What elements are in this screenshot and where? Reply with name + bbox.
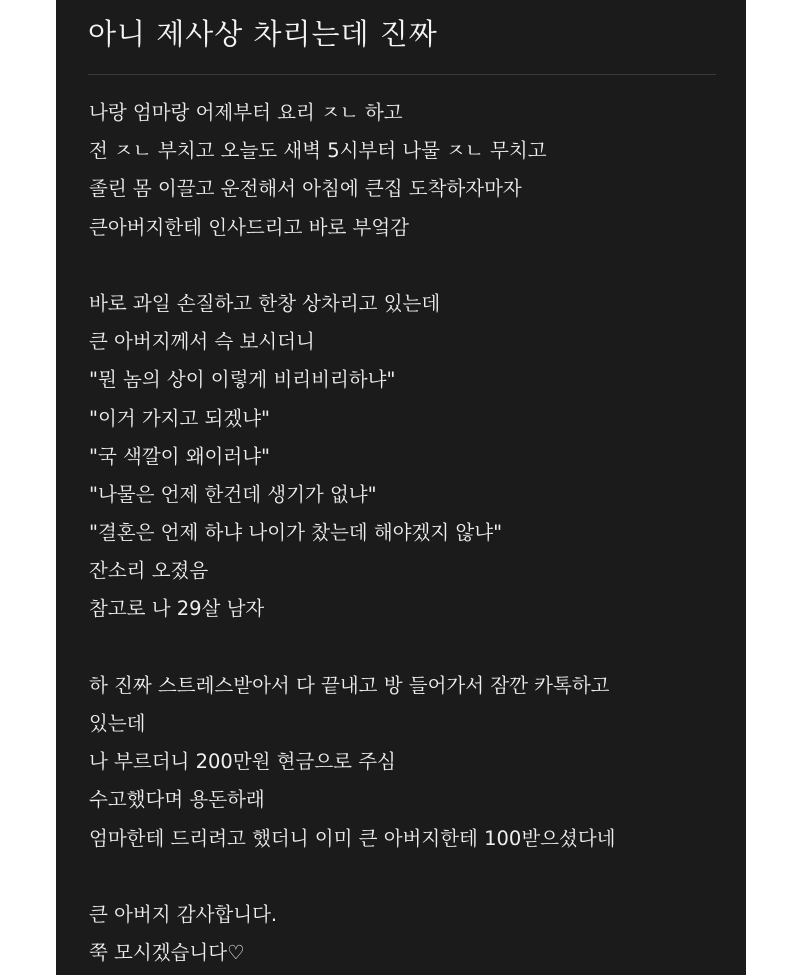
paragraph-gap <box>89 247 729 285</box>
body-line: "나물은 언제 한건데 생기가 없냐" <box>89 482 377 506</box>
post-panel <box>56 0 746 975</box>
body-line: 쭉 모시겠습니다♡ <box>89 941 245 965</box>
body-line: 나 부르더니 200만원 현금으로 주심 <box>89 750 396 774</box>
body-line: "이거 가지고 되겠냐" <box>89 406 271 430</box>
body-line: "결혼은 언제 하냐 나이가 찼는데 해야겠지 않냐" <box>89 521 503 545</box>
body-line: 참고로 나 29살 남자 <box>89 597 265 621</box>
body-line: 엄마한테 드리려고 했더니 이미 큰 아버지한테 100받으셨다네 <box>89 826 616 850</box>
body-line: "국 색깔이 왜이러냐" <box>89 444 271 468</box>
body-line: 나랑 엄마랑 어제부터 요리 ㅈㄴ 하고 <box>89 101 403 124</box>
body-line: 큰아버지한테 인사드리고 바로 부엌감 <box>89 215 409 239</box>
body-line: 졸린 몸 이끌고 운전해서 아침에 큰집 도착하자마자 <box>89 177 522 201</box>
body-line: 잔소리 오졌음 <box>89 559 209 583</box>
body-line: 바로 과일 손질하고 한창 상차리고 있는데 <box>89 291 441 315</box>
body-line: 큰 아버지께서 슥 보시더니 <box>89 330 315 354</box>
post-title: 아니 제사상 차리는데 진짜 <box>88 17 438 51</box>
title-divider <box>88 74 716 75</box>
body-line: 있는데 <box>89 712 146 735</box>
body-line: 수고했다며 용돈하래 <box>89 788 265 812</box>
body-line: 큰 아버지 감사합니다. <box>89 902 278 926</box>
body-line: 하 진짜 스트레스받아서 다 끝내고 방 들어가서 잠깐 카톡하고 <box>89 673 610 697</box>
body-line: 전 ㅈㄴ 부치고 오늘도 새벽 5시부터 나물 ㅈㄴ 무치고 <box>89 139 547 163</box>
paragraph-gap <box>89 858 729 896</box>
paragraph-gap <box>89 629 729 667</box>
body-line: "뭔 놈의 상이 이렇게 비리비리하냐" <box>89 368 396 392</box>
post-body <box>89 94 729 972</box>
